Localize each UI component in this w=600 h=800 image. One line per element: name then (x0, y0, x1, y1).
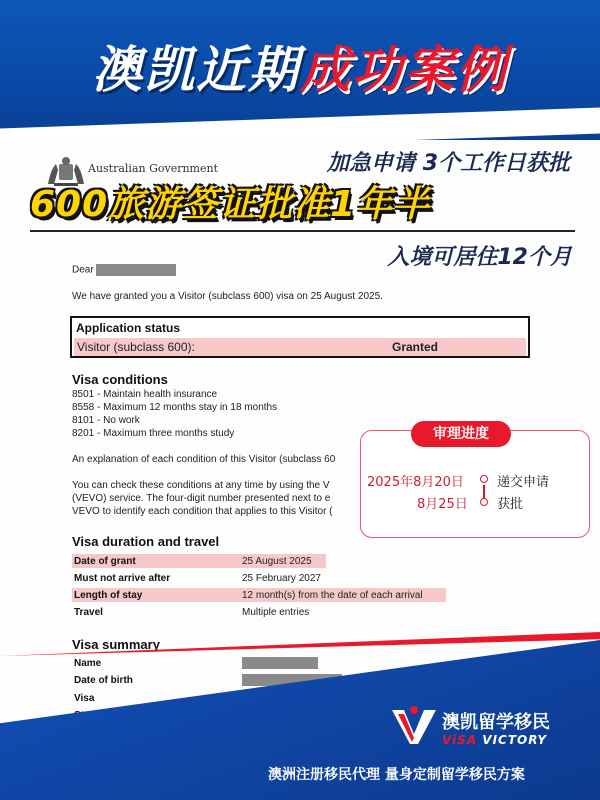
summary-label: Visa (74, 693, 95, 704)
visa-victory-logo-icon (390, 704, 438, 748)
step-label: 获批 (497, 497, 524, 512)
summary-heading: Visa summary (72, 637, 160, 652)
redacted-name (242, 657, 318, 669)
duration-value: 25 February 2027 (242, 573, 321, 584)
progress-card-title: 审理进度 (411, 421, 511, 447)
duration-label: Date of grant (74, 556, 136, 567)
gov-name: Australian Government (88, 162, 219, 175)
condition-item: 8201 - Maximum three months study (72, 428, 235, 439)
duration-value: 12 month(s) from the date of each arrival (242, 590, 423, 601)
duration-label: Travel (74, 607, 103, 618)
overlay-stay-text: 入境可居住12个月 (387, 245, 572, 270)
summary-label: Date of birth (74, 675, 133, 686)
step-date: 2025年8月20日 (367, 475, 464, 490)
status-value: Granted (392, 340, 439, 354)
timeline-line (483, 485, 485, 499)
redacted-name (96, 264, 176, 276)
greeting: Dear (72, 264, 94, 276)
condition-item: 8501 - Maintain health insurance (72, 389, 218, 400)
overlay-expedited-text: 加急申请 3个工作日获批 (327, 151, 570, 176)
status-heading: Application status (76, 321, 181, 335)
banner-ribbon (0, 107, 600, 140)
summary-label: Name (74, 658, 102, 669)
duration-label: Length of stay (74, 590, 143, 601)
condition-item: 8558 - Maximum 12 months stay in 18 months (72, 402, 278, 413)
greeting-line (72, 264, 176, 276)
status-row (74, 338, 526, 356)
summary-value (242, 657, 318, 669)
intro-text: We have granted you a Visitor (subclass 600) visa on 25 August 2025. (72, 291, 383, 302)
duration-value: Multiple entries (242, 607, 310, 618)
step-date: 8月25日 (417, 497, 468, 512)
vevo-text-line: VEVO to identify each condition that applies to this Visitor ( (72, 506, 333, 517)
duration-value: 25 August 2025 (242, 556, 312, 567)
timeline-dot (480, 498, 488, 506)
header-rule (30, 230, 575, 232)
vevo-text-line: You can check these conditions at any time by using the V (72, 480, 330, 491)
step-label: 递交申请 (497, 475, 550, 490)
timeline-dot (480, 475, 488, 483)
banner-title (0, 30, 600, 102)
brand-name-en-suffix: VICTORY (482, 733, 548, 747)
banner-title-red: 成功案例 (300, 41, 508, 99)
brand-name-en-prefix: ViSA (442, 733, 483, 747)
condition-item: 8101 - No work (72, 415, 140, 426)
progress-card (360, 426, 590, 538)
overlay-headline: 600旅游签证批准1年半 (30, 184, 431, 225)
duration-label: Must not arrive after (74, 573, 171, 584)
brand-name-en (442, 733, 547, 747)
banner-title-white: 澳凯近期 (92, 41, 300, 99)
duration-heading: Visa duration and travel (72, 534, 220, 549)
status-label: Visitor (subclass 600): (77, 340, 195, 354)
header-banner (0, 0, 600, 140)
application-status-box (70, 316, 530, 358)
vevo-text-line: (VEVO) service. The four-digit number presented next to e (72, 493, 331, 504)
conditions-explanation: An explanation of each condition of this Visitor (subclass 60 (72, 454, 336, 465)
conditions-heading: Visa conditions (72, 372, 168, 387)
brand-tagline: 澳洲注册移民代理 量身定制留学移民方案 (268, 767, 525, 783)
brand-name-cn: 澳凯留学移民 (442, 712, 550, 733)
